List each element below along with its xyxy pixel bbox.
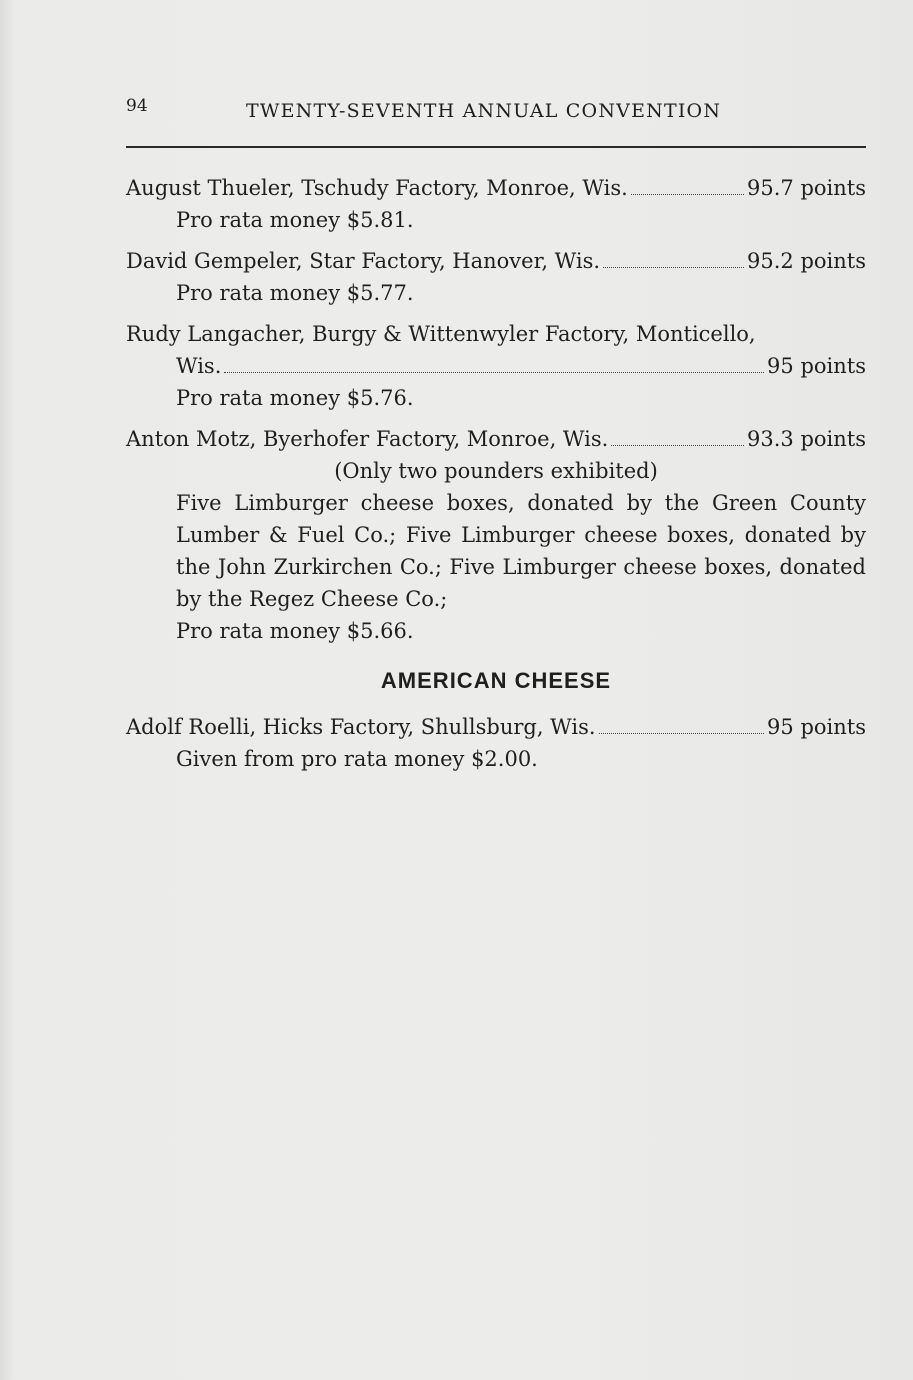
entry-score: 95 points: [767, 715, 866, 739]
entry-line: [126, 245, 866, 277]
award-entry: [126, 318, 866, 414]
dot-leader: [631, 194, 744, 195]
page-header: [126, 96, 866, 126]
entry-paragraph: Five Limburger cheese boxes, donated by the Green County Lumber & Fuel Co.; Five Limburger cheese boxes, donated by the John Zurkirchen Co.; Five Limburger cheese boxes, donated by the Regez Cheese Co.;: [176, 491, 866, 611]
entry-name: August Thueler, Tschudy Factory, Monroe, Wis.: [126, 176, 628, 200]
entry-name: Anton Motz, Byerhofer Factory, Monroe, Wis.: [126, 427, 609, 451]
entry-note: Pro rata money $5.76.: [176, 386, 414, 410]
entry-name: David Gempeler, Star Factory, Hanover, Wis.: [126, 249, 601, 273]
entry-note: Pro rata money $5.81.: [176, 208, 414, 232]
dot-leader: [611, 445, 744, 446]
entry-name: Adolf Roelli, Hicks Factory, Shullsburg, Wis.: [126, 715, 596, 739]
entry-line: [126, 711, 866, 743]
entry-note: Pro rata money $5.77.: [176, 281, 414, 305]
award-entry: [126, 172, 866, 236]
entry-line: [126, 350, 866, 382]
award-entry: [126, 245, 866, 309]
page-number: 94: [126, 96, 148, 116]
award-entry: [126, 423, 866, 647]
entry-name: Rudy Langacher, Burgy & Wittenwyler Factory, Monticello,: [126, 322, 756, 346]
dot-leader: [599, 733, 764, 734]
dot-leader: [224, 372, 764, 373]
header-rule: [126, 146, 866, 148]
entry-subnote: (Only two pounders exhibited): [334, 459, 658, 483]
dot-leader: [603, 267, 744, 268]
award-entry: [126, 711, 866, 775]
entry-score: 93.3 points: [747, 427, 866, 451]
entry-line: [126, 172, 866, 204]
running-title: TWENTY-SEVENTH ANNUAL CONVENTION: [246, 100, 722, 122]
entry-line: [126, 423, 866, 455]
entry-note: Given from pro rata money $2.00.: [176, 747, 538, 771]
entry-note: Pro rata money $5.66.: [176, 619, 414, 643]
page-body: [126, 172, 866, 784]
entry-score: 95 points: [767, 354, 866, 378]
entry-score: 95.2 points: [747, 249, 866, 273]
section-title: AMERICAN CHEESE: [380, 668, 612, 693]
entry-name-continued: Wis.: [176, 354, 222, 378]
entry-score: 95.7 points: [747, 176, 866, 200]
